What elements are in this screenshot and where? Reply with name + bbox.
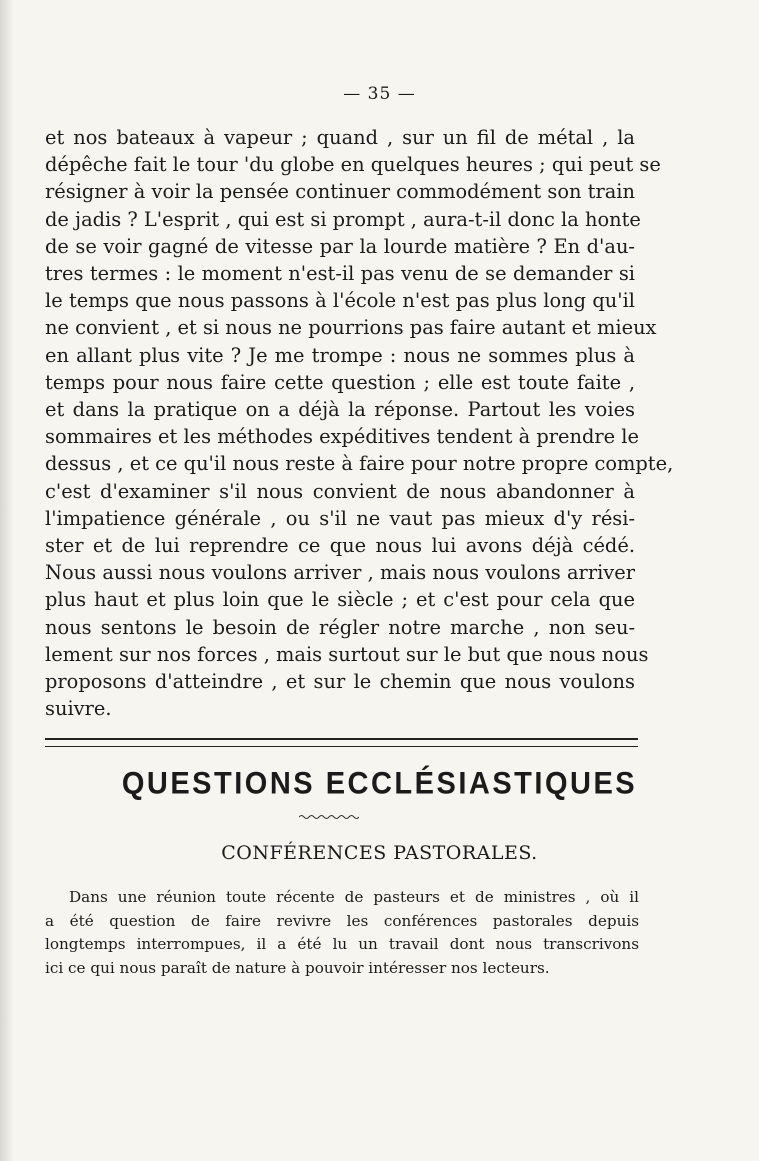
text-line: proposons d'atteindre , et sur le chemin que nous voulons (45, 670, 635, 694)
text-line: Nous aussi nous voulons arriver , mais nous voulons arriver (45, 561, 635, 585)
intro-line: longtemps interrompues, il a été lu un travail dont nous transcrivons (45, 935, 639, 954)
subsection-title: CONFÉRENCES PASTORALES. (221, 842, 538, 864)
text-line: lement sur nos forces , mais surtout sur le but que nous nous (45, 642, 649, 666)
intro-line: Dans une réunion toute récente de pasteurs et de ministres , où il (69, 888, 639, 906)
text-line: en allant plus vite ? Je me trompe : nous ne sommes plus à (45, 343, 635, 367)
text-line: le temps que nous passons à l'école n'est pas plus long qu'il (45, 289, 635, 313)
section-title: QUESTIONS ECCLÉSIASTIQUES (121, 766, 638, 802)
text-line: ne convient , et si nous ne pourrions pas faire autant et mieux (45, 316, 657, 340)
text-line: et nos bateaux à vapeur ; quand , sur un fil de métal , la (45, 126, 635, 149)
text-line: c'est d'examiner s'il nous convient de nous abandonner à (45, 479, 635, 503)
page-edge-shadow (0, 0, 14, 1161)
text-line: plus haut et plus loin que le siècle ; et c'est pour cela que (45, 588, 635, 612)
text-line: nous sentons le besoin de régler notre marche , non seu- (45, 615, 635, 639)
text-line: suivre. (45, 697, 112, 721)
ornament-wavy-rule (299, 814, 359, 820)
text-line: résigner à voir la pensée continuer commodément son train (45, 180, 635, 204)
text-line: de se voir gagné de vitesse par la lourde matière ? En d'au- (45, 234, 635, 258)
text-line: de jadis ? L'esprit , qui est si prompt , aura-t-il donc la honte (45, 207, 641, 231)
intro-line: a été question de faire revivre les conférences pastorales depuis (45, 911, 639, 930)
section-divider-rule (45, 738, 638, 747)
text-line: temps pour nous faire cette question ; elle est toute faite , (45, 370, 635, 394)
text-line: sommaires et les méthodes expéditives tendent à prendre le (45, 425, 639, 449)
text-line: l'impatience générale , ou s'il ne vaut pas mieux d'y rési- (45, 506, 635, 530)
intro-paragraph (45, 886, 639, 980)
text-line: tres termes : le moment n'est-il pas venu de se demander si (45, 262, 635, 286)
text-line: dessus , et ce qu'il nous reste à faire pour notre propre compte, (45, 452, 674, 476)
intro-line: ici ce qui nous paraît de nature à pouvoir intéresser nos lecteurs. (45, 958, 550, 977)
text-line: et dans la pratique on a déjà la réponse. Partout les voies (45, 398, 635, 422)
page-number: — 35 — (343, 84, 416, 104)
text-line: ster et de lui reprendre ce que nous lui avons déjà cédé. (45, 534, 635, 558)
body-text (45, 124, 674, 722)
text-line: dépêche fait le tour 'du globe en quelques heures ; qui peut se (45, 153, 661, 177)
